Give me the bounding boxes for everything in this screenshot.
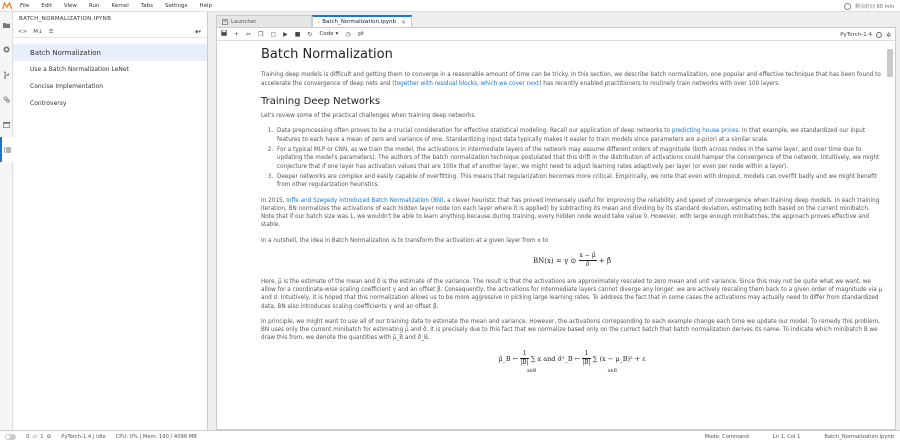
formula-rhs: + β̂ xyxy=(598,256,611,265)
toc-item-lenet[interactable]: Use a Batch Normalization LeNet xyxy=(30,66,129,73)
f2-den-1: |B| xyxy=(520,359,529,367)
status-right xyxy=(705,434,894,440)
tab-bar xyxy=(216,15,412,27)
scrollbar[interactable] xyxy=(887,45,893,426)
close-icon[interactable]: × xyxy=(400,18,406,26)
cell-type-value: Code xyxy=(319,31,334,37)
f2-sub-1: x∈B xyxy=(527,369,537,375)
notebook-toolbar xyxy=(216,27,896,41)
intro-text-1: Training deep models is difficult and getting them to converge in a reasonable amount of time can be tricky. In this section, we describe batch normalization, one popular and effective technique that has been found to accelerate the convergence of deep nets and ( xyxy=(261,72,881,87)
mode-indicator: Mode: Command xyxy=(704,433,749,440)
f2-part-b: ∑ x and σ̂²_B ← xyxy=(530,354,581,363)
git-diff-icon[interactable]: ◷ xyxy=(345,30,351,38)
list-item: 3. Deeper networks are complex and easily capable of overfitting. This means that regularization becomes more critical. Empirically, we note that even with dropout, models can overfit badly and we might benefit from other regularization heuristics. xyxy=(275,173,883,190)
tab-launcher[interactable] xyxy=(216,15,312,27)
resource-usage-text: CPU: 0% | Mem: 190 / 4096 MB xyxy=(115,433,197,440)
menu-bar xyxy=(0,0,900,12)
menu-settings[interactable]: Settings xyxy=(164,2,188,9)
kernel-status-text: PyTorch-1.4 | Idle xyxy=(61,433,106,440)
tab-notebook-label: Batch_Normalization.ipynb xyxy=(322,19,396,25)
time-remaining xyxy=(844,0,894,12)
toc-item-controversy[interactable]: Controversy xyxy=(30,100,67,107)
notebook-icon xyxy=(318,19,319,25)
kernel-name: PyTorch-1.4 xyxy=(840,32,872,38)
markdown-cell xyxy=(261,47,883,377)
toc-item-batch-normalization[interactable]: Batch Normalization xyxy=(13,44,207,61)
git-icon[interactable] xyxy=(0,62,13,87)
kernel-indicator[interactable] xyxy=(840,28,891,42)
section-heading: Training Deep Networks xyxy=(261,95,381,107)
tabs-icon[interactable] xyxy=(0,112,13,137)
minibatch-formula xyxy=(261,350,883,377)
insert-cell-icon[interactable]: + xyxy=(234,30,240,38)
clock-icon xyxy=(844,3,851,10)
launcher-icon xyxy=(222,19,228,25)
kernel-status-icon xyxy=(876,32,882,38)
code-toggle-icon[interactable]: <> xyxy=(18,28,28,35)
f2-sub-2: x∈B xyxy=(607,369,617,375)
toc-sidebar xyxy=(13,12,208,430)
f2-num-1: 1 xyxy=(520,350,528,359)
terminals-count-value: 0 xyxy=(26,433,30,440)
li1-text-b: . In that example, we standardized our input features to each have a mean of zero and variance of one. Standardizing input data typically makes it easier to train models since parameters are a-priori at a similar scale. xyxy=(277,128,866,143)
tag-filter-icon[interactable]: ⬥▾ xyxy=(194,28,201,35)
f2-den-2: |B| xyxy=(582,359,591,367)
kernel-small-icon: ⚙ xyxy=(46,433,52,440)
table-of-contents-icon[interactable] xyxy=(0,137,13,162)
principle-paragraph: In principle, we might want to use all of our training data to estimate the mean and variance. However, the activations correpsonding to each example change each time we update our model. To remedy this problem, BN uses only the current minibatch for estimating μ̂ and σ̂. It is precisely due to this fact that we normalize based only on the currect batch that batch normalization derives its name. To indicate which minibatch B we draw this from, we denote the quantities with μ̂_B and σ̂_B. xyxy=(261,318,880,342)
cursor-position[interactable]: Ln 1, Col 1 xyxy=(772,433,801,440)
f2-num-2: 1 xyxy=(582,350,590,359)
menu-tabs[interactable]: Tabs xyxy=(140,2,153,9)
formula-fraction xyxy=(579,252,597,270)
menu-edit[interactable]: Edit xyxy=(41,2,52,9)
running-sessions-icon[interactable] xyxy=(0,37,13,62)
house-prices-link[interactable]: predicting house prices xyxy=(671,128,739,135)
markdown-toggle-button[interactable]: M↓ xyxy=(33,28,43,35)
formula-numerator: x − μ̂ xyxy=(579,252,597,261)
property-inspector-icon[interactable] xyxy=(0,87,13,112)
p2015-text-b: , a clever heuristic that has proved immensely useful for improving the reliability and speed of convergence when training deep models. In each training iteration, BN normalizes the activations of each hidden layer node (on each layer where it is applied) by subtracting its mean and dividing by its standard deviation, estimating both based on the current minibatch. Note that if our batch size was 1, we wouldn't be able to learn anything because during training, every hidden node would take value 0. However, with large enough minibatches, the approach proves effective and stable. xyxy=(261,197,880,229)
list-item xyxy=(275,127,883,144)
bn-intro-paragraph xyxy=(261,197,883,230)
menu-kernel[interactable]: Kernel xyxy=(111,2,129,9)
f2-subscripts xyxy=(261,368,883,376)
status-bar xyxy=(0,430,900,442)
copy-icon[interactable]: ❐ xyxy=(258,30,264,38)
intro-text-2: ) has recently enabled practitioners to routinely train networks with over 100 layers. xyxy=(539,80,781,87)
f2-fraction-2 xyxy=(582,350,590,368)
toggle-icon[interactable] xyxy=(5,434,16,440)
activity-bar xyxy=(0,12,13,430)
toc-item-concise-implementation[interactable]: Concise Implementation xyxy=(30,83,103,90)
li1-text-a: Data preprocessing often proves to be a crucial consideration for effective statistical modeling. Recall our application of deep networks to xyxy=(277,128,672,135)
toc-list xyxy=(13,38,207,112)
numbering-toggle-icon[interactable]: ☰ xyxy=(48,28,54,35)
file-name: Batch_Normalization.ipynb xyxy=(824,433,894,440)
terminal-icon: ▭ xyxy=(32,433,38,440)
ioffe-szegedy-link[interactable]: Ioffe and Szegedy introduced Batch Normalization (BN) xyxy=(286,197,444,204)
challenges-list xyxy=(261,127,883,189)
resource-usage xyxy=(111,434,202,440)
residual-blocks-link[interactable]: together with residual blocks, which we cover next xyxy=(394,80,540,87)
main-area xyxy=(209,12,900,430)
cut-icon[interactable]: ✂ xyxy=(246,30,252,38)
f2-part-c: ∑ (x − μ_B)² + ε xyxy=(592,354,646,363)
chevron-down-icon: ▾ xyxy=(335,31,339,37)
restart-icon[interactable]: ↻ xyxy=(307,30,313,38)
cell-type-select[interactable] xyxy=(319,31,338,37)
formula-denominator: σ̂ xyxy=(585,261,590,269)
list-item: 2. For a typical MLP or CNN, as we train the model, the activations in intermediate layers of the network may assume different orders of magnitude (both across nodes in the same layer, and over time due to updating the model's parameters). The authors of the batch normalization technique postulated that this drift in the distribution of activations could hamper the convergence of the network. Intuitively, we might conjecture that if one layer has activation values that are 100x that of another layer, we might need to adjust learning rates adaptively per layer (or even per node within a layer). xyxy=(275,146,883,171)
simple-mode-toggle[interactable] xyxy=(0,434,21,440)
tab-launcher-label: Launcher xyxy=(231,18,257,25)
menu-view[interactable]: View xyxy=(63,2,77,9)
f2-fraction-1 xyxy=(520,350,528,368)
paste-icon[interactable]: ▢ xyxy=(270,30,277,38)
sidebar-title: BATCH_NORMALIZATION.IPYNB xyxy=(19,16,112,22)
kernels-count-value: 1 xyxy=(40,433,44,440)
menu-help[interactable]: Help xyxy=(199,2,213,9)
page-title: Batch Normalization xyxy=(261,47,393,62)
nutshell-paragraph: In a nutshell, the idea in Batch Normalization is to transform the activation at a given layer from x to xyxy=(261,237,549,244)
stop-icon[interactable]: ■ xyxy=(294,30,301,38)
tab-notebook[interactable] xyxy=(312,15,412,27)
bn-formula xyxy=(261,252,883,270)
f2-part-a: μ̂_B ← xyxy=(498,354,519,363)
p2015-text-a: In 2015, xyxy=(261,197,287,204)
bug-icon[interactable]: ✲ xyxy=(885,31,891,39)
run-icon[interactable]: ▶ xyxy=(283,30,288,38)
file-browser-icon[interactable] xyxy=(0,12,13,37)
kernel-status[interactable] xyxy=(56,434,110,440)
menu-file[interactable]: File xyxy=(20,2,30,9)
notebook-content[interactable] xyxy=(216,41,896,430)
formula-lhs: BN(x) = γ ⊙ xyxy=(532,256,577,265)
scrollbar-thumb[interactable] xyxy=(887,49,893,77)
toc-toolbar xyxy=(13,26,207,38)
save-icon[interactable] xyxy=(221,30,227,38)
terminals-count xyxy=(21,434,56,440)
review-paragraph: Let's review some of the practical challenges when training deep networks. xyxy=(261,113,477,120)
time-remaining-text: 剩余时间 60 min xyxy=(855,3,894,10)
menu-run[interactable]: Run xyxy=(88,2,100,9)
estimate-paragraph: Here, μ̂ is the estimate of the mean and σ̂ is the estimate of the variance. The result is that the activations are approximately rescaled to zero mean and unit variance. Since this may not be quite what we want, we allow for a coordinate-wise scaling coefficient γ and an offset β. Consequently, the activations for intermediate layers cannot diverge any longer: we are actively rescaling them back to a given order of magnitude via μ and σ. Intuitively, it is hoped that this normalization allows us to be more aggressive in picking large learning rates. To address the fact that in some cases the activations may actually need to differ from standardized data, BN also introduces scaling coefficients γ and an offset β. xyxy=(261,278,883,310)
intro-paragraph xyxy=(261,71,883,88)
git-label[interactable]: git xyxy=(357,31,365,37)
jupyter-logo-icon[interactable] xyxy=(0,0,14,12)
